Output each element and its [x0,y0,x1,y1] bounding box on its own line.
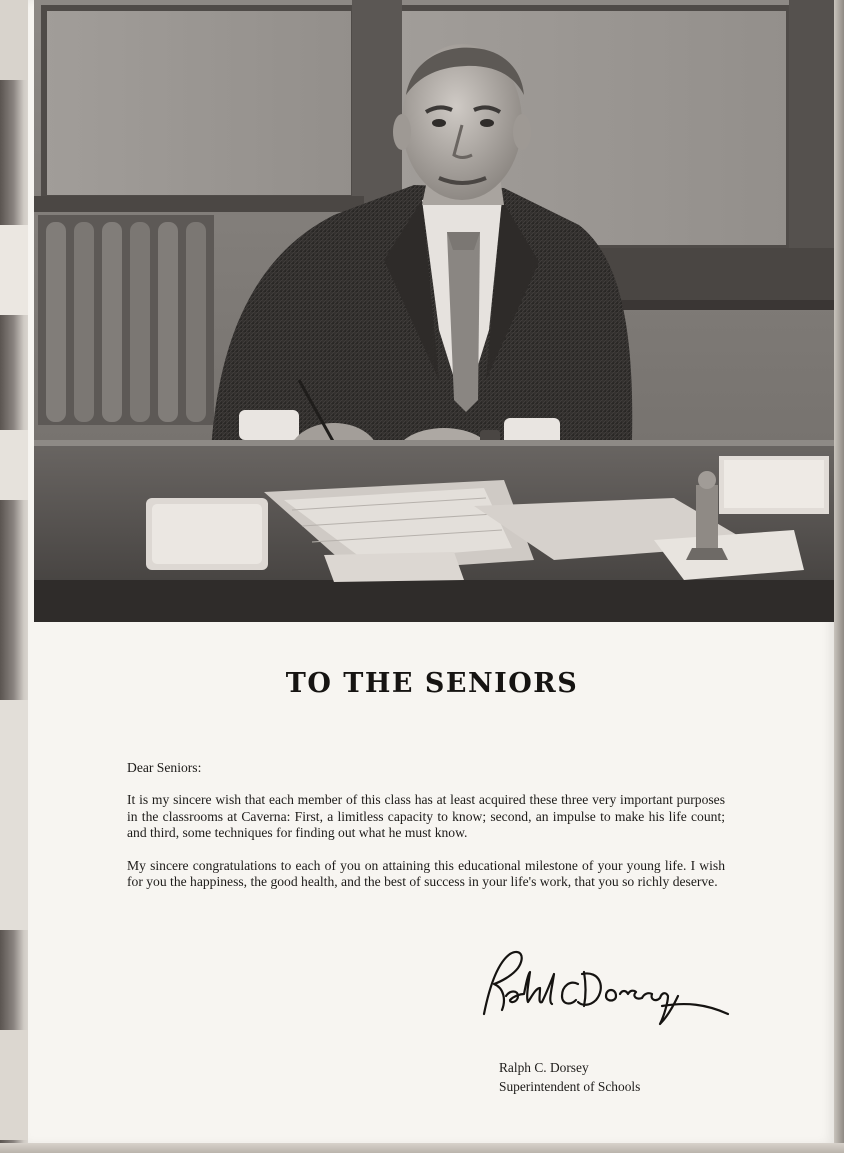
signer-name: Ralph C. Dorsey [499,1060,589,1075]
signer-block [499,1058,640,1096]
salutation: Dear Seniors: [127,760,202,775]
letter-paragraph-1: It is my sincere wish that each member of this class has at least acquired these three very important purposes in the classrooms at Caverna: First, a limitless capacity to know; second, an impulse to make his life count; and third, some techniques for finding out what he must know. [127,792,725,841]
page-bottom-edge [0,1143,844,1153]
portrait-photo [34,0,834,622]
signer-title: Superintendent of Schools [499,1079,641,1094]
portrait-photo-illustration [34,0,834,622]
page-right-edge [834,0,844,1153]
page-title: TO THE SENIORS [285,668,579,699]
handwritten-signature [466,944,736,1034]
letter-body [127,760,725,906]
radiator [38,215,214,425]
letter-paragraph-2: My sincere congratulations to each of you on attaining this educational milestone of your young life. I wish for you the happiness, the good health, and the best of success in your life's work, that you so richly deserve. [127,857,725,890]
